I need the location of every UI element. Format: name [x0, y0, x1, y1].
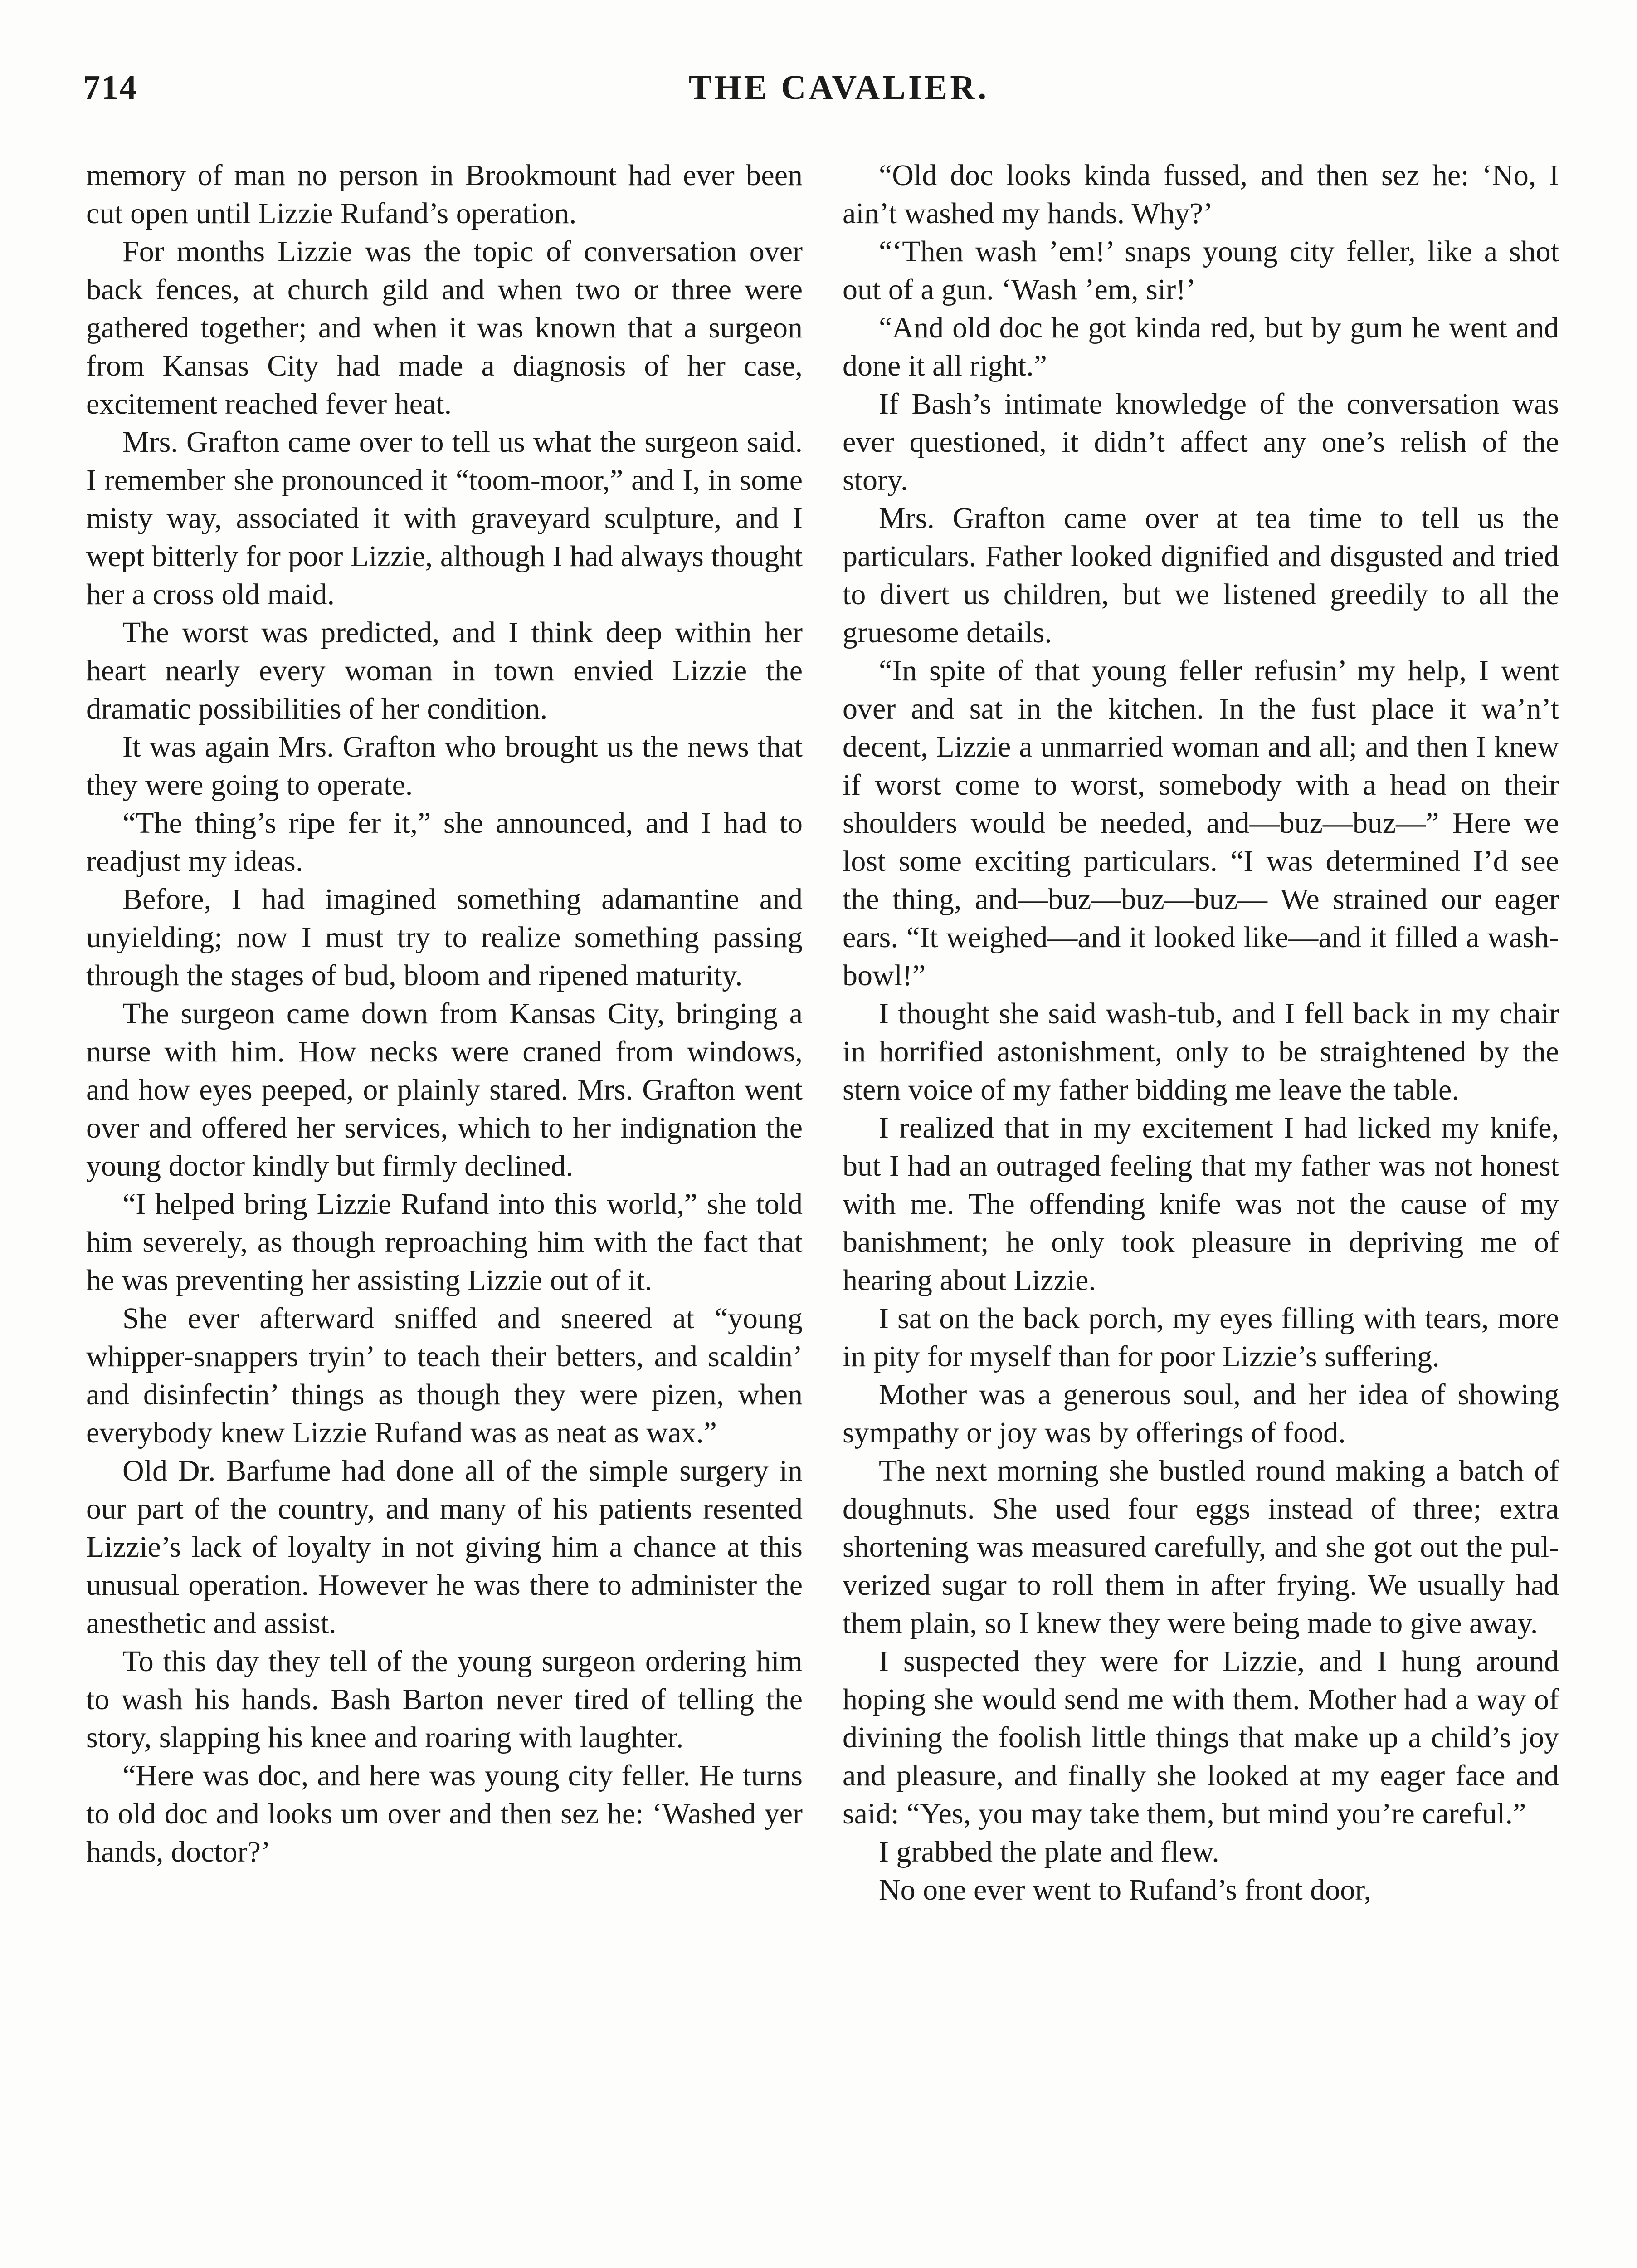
page-number: 714: [83, 68, 137, 107]
paragraph: The next morning she bustled round making a batch of doughnuts. She used four eggs instead of three; extra shortening was measured carefully, and she got out the pulverized sugar to roll them in after frying. We usually had them plain, so I knew they were being made to give away.: [843, 1454, 1559, 1640]
paragraph: “‘Then wash ’em!’ snaps young city feller, like a shot out of a gun. ‘Wash ’em, sir!’: [843, 235, 1559, 306]
paragraph: “Old doc looks kinda fussed, and then sez he: ‘No, I ain’t washed my hands. Why?’: [843, 159, 1559, 230]
paragraph: “In spite of that young feller refusin’ my help, I went over and sat in the kitchen. In the fust place it wa’n’t decent, Lizzie a unmarried woman and all; and then I knew if worst come to worst, somebody with a head on their shoulders would be needed, and—buz—buz—” Here we lost some exciting particulars. “I was determined I’d see the thing, and—buz—buz—buz— We strained our eager ears. “It weighed—and it looked like—and it filled a wash-bowl!”: [843, 654, 1559, 992]
paragraph: “I helped bring Lizzie Rufand into this world,” she told him severely, as though reproaching him with the fact that he was preventing her assisting Lizzie out of it.: [86, 1188, 803, 1297]
paragraph: Before, I had imagined something adamantine and unyielding; now I must try to realize something passing through the stages of bud, bloom and ripened maturity.: [86, 883, 803, 992]
paragraph: The surgeon came down from Kansas City, bringing a nurse with him. How necks were craned from windows, and how eyes peeped, or plainly stared. Mrs. Grafton went over and offered her services, which to her indignation the young doctor kindly but firmly declined.: [86, 997, 803, 1183]
paragraph: It was again Mrs. Grafton who brought us the news that they were going to operate.: [86, 730, 803, 802]
left-column: [86, 156, 803, 1871]
right-column: [843, 156, 1559, 1909]
paragraph: Mrs. Grafton came over to tell us what the surgeon said. I remember she pronounced it “toom-moor,” and I, in some misty way, associated it with graveyard sculpture, and I wept bitterly for poor Lizzie, although I had always thought her a cross old maid.: [86, 425, 803, 611]
paragraph: No one ever went to Rufand’s front door,: [879, 1873, 1372, 1906]
paragraph: Old Dr. Barfume had done all of the simple surgery in our part of the country, and many of his patients resented Lizzie’s lack of loyalty in not giving him a chance at this unusual operation. However he was there to administer the anesthetic and assist.: [86, 1454, 803, 1640]
paragraph: I suspected they were for Lizzie, and I hung around hoping she would send me with them. Mother had a way of divining the foolish little things that make up a child’s joy and pleasure, and finally she looked at my eager face and said: “Yes, you may take them, but mind you’re careful.”: [843, 1645, 1559, 1830]
paragraph: “The thing’s ripe fer it,” she announced, and I had to readjust my ideas.: [86, 807, 803, 878]
paragraph: I grabbed the plate and flew.: [879, 1835, 1219, 1868]
paragraph: I sat on the back porch, my eyes filling with tears, more in pity for myself than for poor Lizzie’s suffering.: [843, 1302, 1559, 1373]
paragraph: Mrs. Grafton came over at tea time to tell us the particulars. Father looked dignified and disgusted and tried to divert us children, but we listened greedily to all the gruesome details.: [843, 502, 1559, 649]
paragraph: I thought she said wash-tub, and I fell back in my chair in horrified astonishment, only to be straightened by the stern voice of my father bidding me leave the table.: [843, 997, 1559, 1106]
paragraph: For months Lizzie was the topic of conversation over back fences, at church gild and when two or three were gathered together; and when it was known that a surgeon from Kansas City had made a diagnosis of her case, excitement reached fever heat.: [86, 235, 803, 420]
paragraph: To this day they tell of the young surgeon ordering him to wash his hands. Bash Barton never tired of telling the story, slapping his knee and roaring with laughter.: [86, 1645, 803, 1754]
paragraph: If Bash’s intimate knowledge of the conversation was ever questioned, it didn’t affect any one’s relish of the story.: [843, 387, 1559, 497]
paragraph: I realized that in my excitement I had licked my knife, but I had an outraged feeling that my father was not honest with me. The offending knife was not the cause of my banishment; he only took pleasure in depriving me of hearing about Lizzie.: [843, 1111, 1559, 1297]
paragraph: She ever afterward sniffed and sneered at “young whipper-snappers tryin’ to teach their betters, and scaldin’ and disinfectin’ things as though they were pizen, when everybody knew Lizzie Rufand was as neat as wax.”: [86, 1302, 803, 1449]
running-head: THE CAVALIER.: [688, 68, 989, 107]
paragraph: “Here was doc, and here was young city feller. He turns to old doc and looks um over and then sez he: ‘Washed yer hands, doctor?’: [86, 1759, 803, 1868]
paragraph: “And old doc he got kinda red, but by gum he went and done it all right.”: [843, 311, 1559, 382]
paragraph: The worst was predicted, and I think deep within her heart nearly every woman in town envied Lizzie the dramatic possibilities of her condition.: [86, 616, 803, 725]
paragraph: Mother was a generous soul, and her idea of showing sympathy or joy was by offerings of food.: [843, 1378, 1559, 1449]
paragraph: memory of man no person in Brookmount had ever been cut open until Lizzie Rufand’s operation.: [86, 159, 803, 230]
